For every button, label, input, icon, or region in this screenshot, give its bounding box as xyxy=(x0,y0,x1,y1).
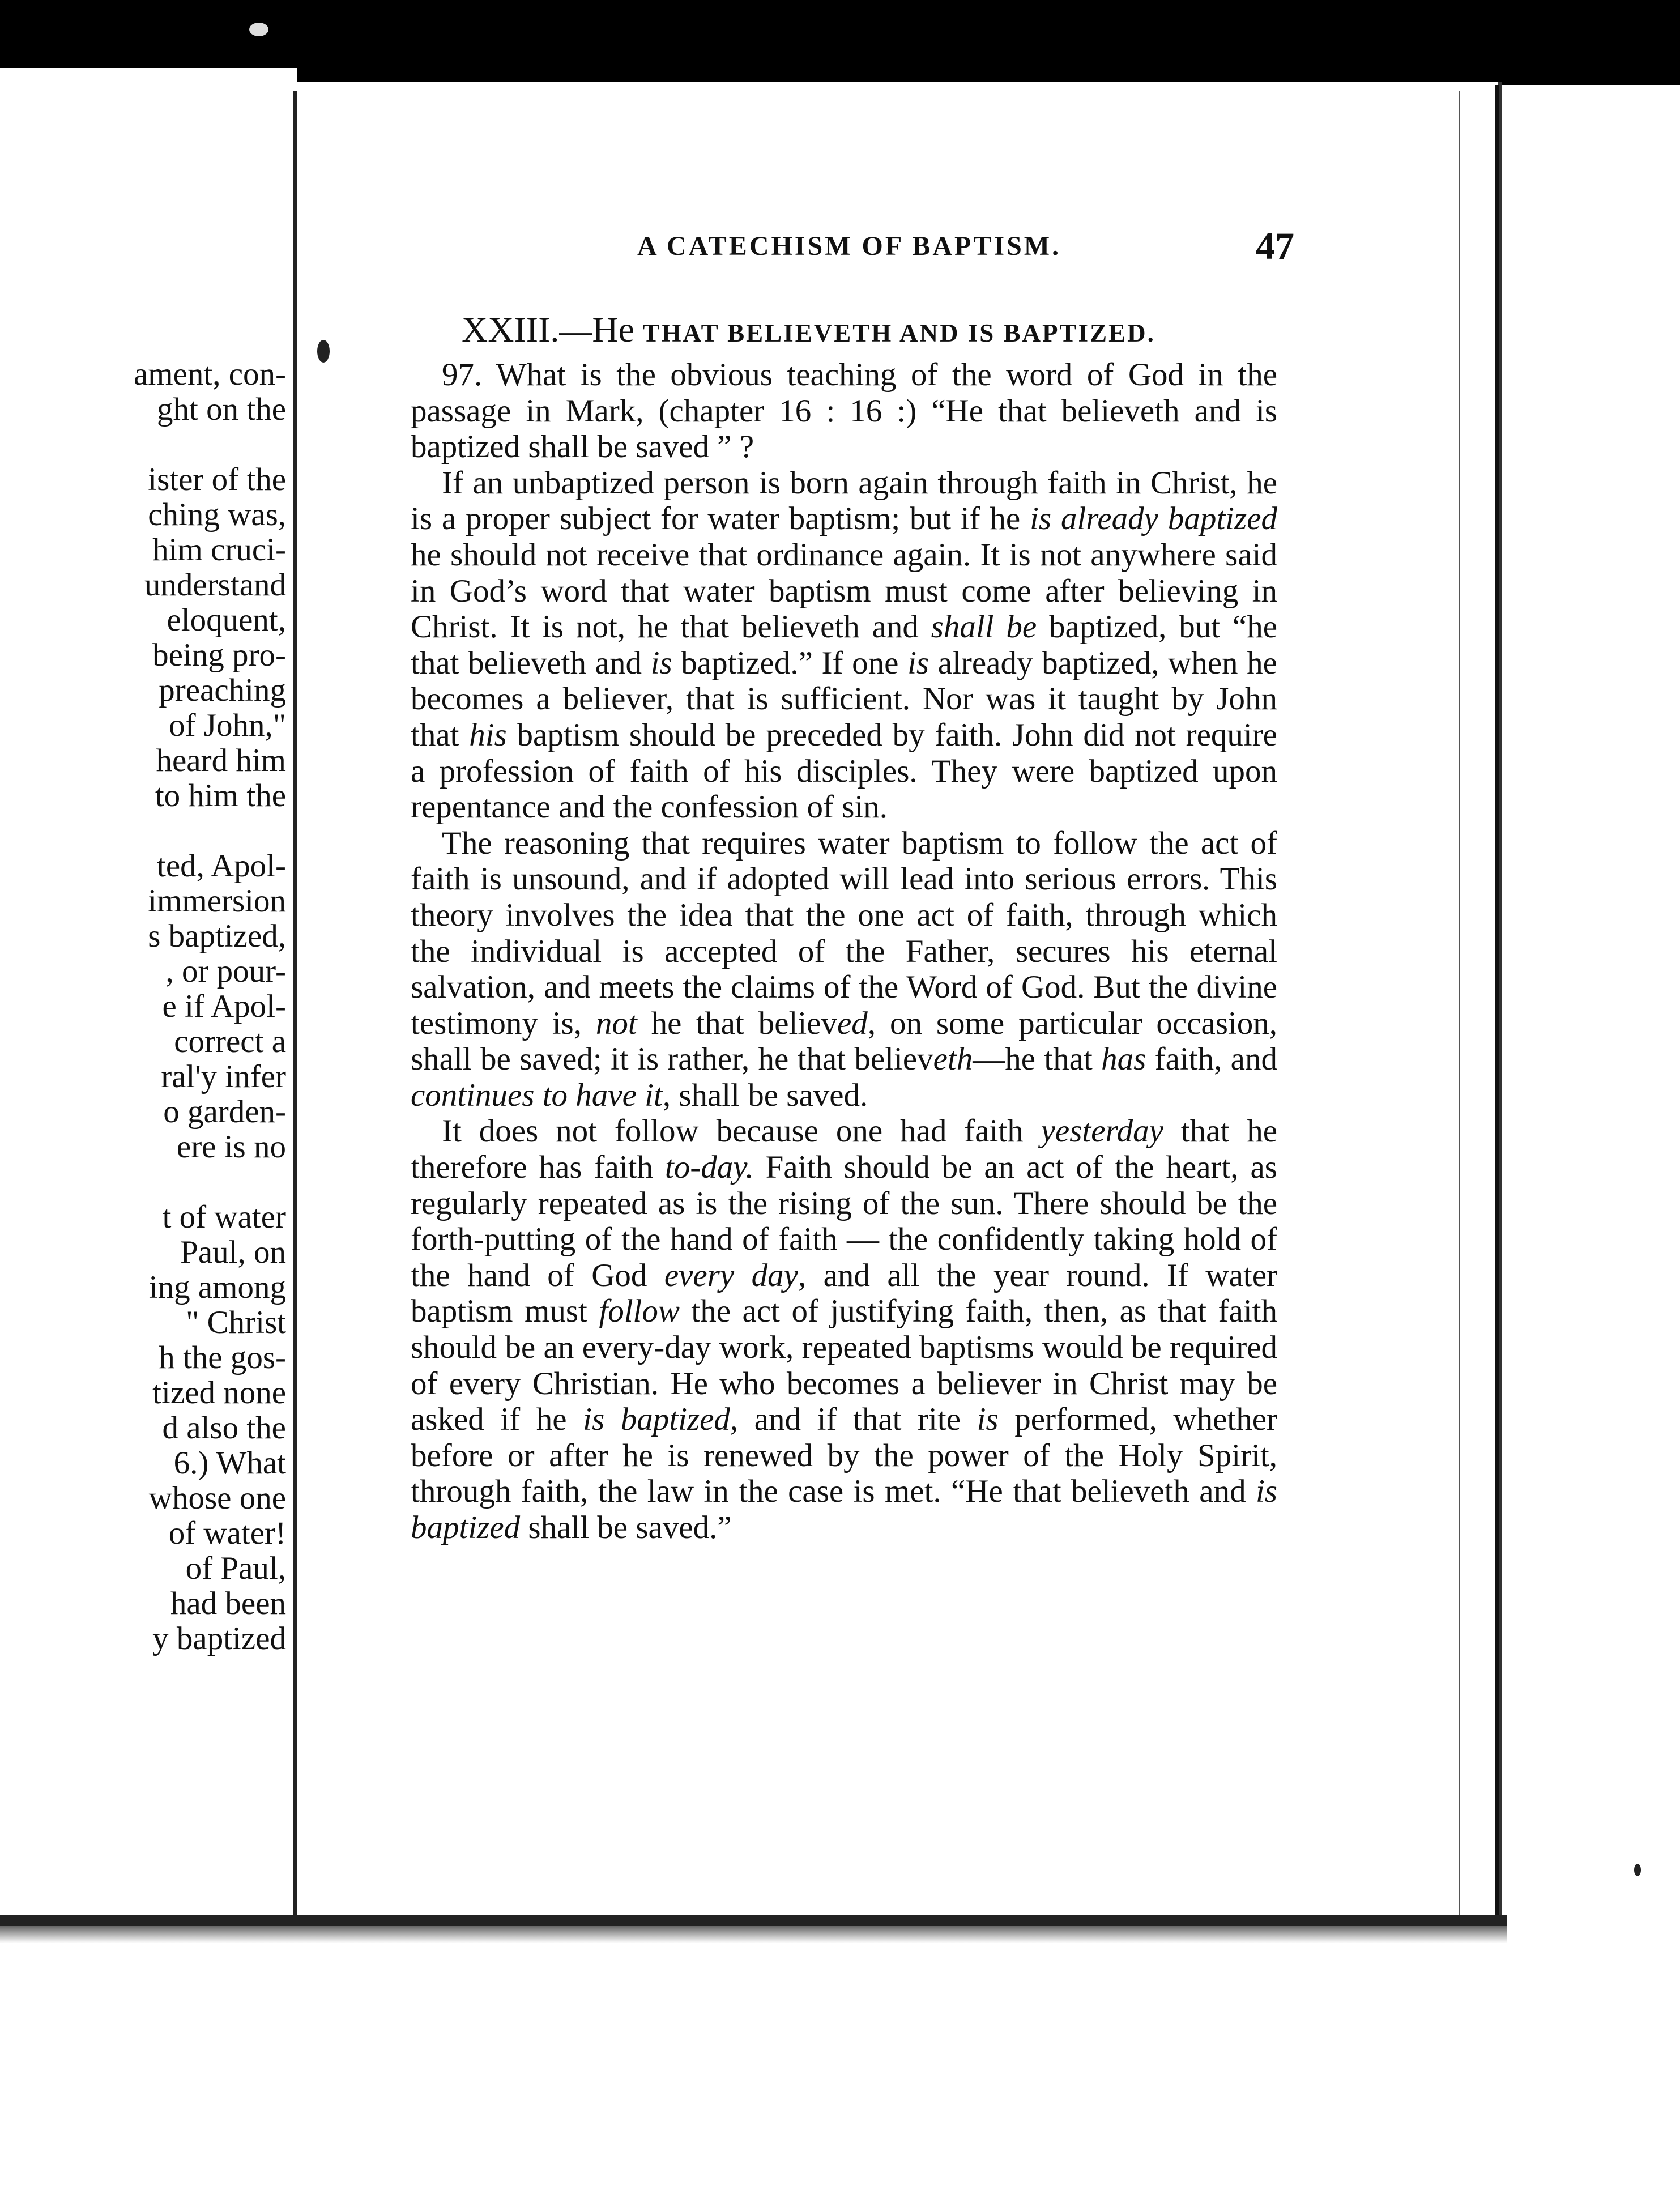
answer-paragraph-2 xyxy=(411,825,1277,1114)
left-page-line: eloquent, xyxy=(167,602,286,638)
left-facing-page xyxy=(0,68,297,1926)
left-page-line: whose one xyxy=(148,1480,286,1516)
left-page-gap xyxy=(37,1165,286,1200)
left-page-line: heard him xyxy=(156,743,286,778)
italic-run: yesterday xyxy=(1041,1113,1163,1149)
italic-run: is xyxy=(650,645,672,681)
italic-run: is baptized xyxy=(583,1402,730,1438)
left-page-line: 6.) What xyxy=(173,1445,286,1481)
left-page-line: of Paul, xyxy=(185,1550,286,1586)
text-run: he should not receive that ordinance again. It is not anywhere said in God’s word that water baptism must come after believing in Christ. It is not, he that believeth and xyxy=(411,536,1277,645)
left-page-line: to him the xyxy=(155,778,286,813)
ink-fleck xyxy=(249,23,268,36)
left-page-line: , or pour- xyxy=(165,953,286,989)
page-outer-edge xyxy=(1495,85,1499,1915)
text-run: , on some particular occasion, shall be saved; it is rather, he that believ xyxy=(411,1005,1278,1077)
left-page-line: s baptized, xyxy=(148,918,286,954)
running-title: A CATECHISM OF BAPTISM. xyxy=(637,231,1061,261)
italic-run: eth xyxy=(933,1041,973,1077)
left-page-line: o garden- xyxy=(163,1094,286,1130)
text-run: It does not follow because one had faith xyxy=(442,1113,1041,1149)
left-page-line: ght on the xyxy=(157,391,286,427)
left-page-line: e if Apol- xyxy=(162,989,286,1024)
left-page-line: d also the xyxy=(162,1410,286,1446)
italic-run: ed xyxy=(837,1005,868,1041)
left-page-line: " Christ xyxy=(186,1305,286,1340)
gutter-fold xyxy=(293,91,297,1915)
text-run: the act of justifying faith, then, as that faith should be an every-day work, repeated baptisms would be required of every Christian. He who becomes a believer in Christ may be asked if he xyxy=(411,1293,1277,1438)
italic-run: is xyxy=(977,1402,999,1438)
italic-run: has xyxy=(1101,1041,1146,1077)
page-bottom-edge xyxy=(0,1915,1507,1926)
text-run: baptized, but “he that believeth and xyxy=(411,609,1277,681)
left-page-line: ching was, xyxy=(148,497,286,533)
left-page-line: him cruci- xyxy=(152,532,286,568)
answer-paragraph-1 xyxy=(411,465,1277,825)
answer-paragraph-3 xyxy=(411,1113,1277,1545)
page-bottom-shadow xyxy=(0,1926,1507,1943)
text-run: that he therefore has faith xyxy=(411,1113,1277,1186)
question-number: 97. xyxy=(442,357,483,393)
question-text: What is the obvious teaching of the word of God in the passage in Mark, (chapter 16 : 16 :) “He that believeth and is baptized shall be saved ” ? xyxy=(411,357,1277,465)
ink-fleck xyxy=(317,340,330,363)
text-run: , shall be saved. xyxy=(662,1077,868,1113)
italic-run: shall be xyxy=(931,609,1037,645)
italic-run: follow xyxy=(599,1293,680,1330)
running-header xyxy=(637,224,1294,269)
section-title-initial: He xyxy=(592,309,634,350)
page-number: 47 xyxy=(1256,224,1294,267)
left-page-line: of John," xyxy=(169,708,286,743)
left-page-gap xyxy=(37,813,286,849)
italic-run: is baptized xyxy=(411,1473,1277,1545)
text-run: performed, whether before or after he is renewed by the power of the Holy Spirit, through faith, the law in the case is met. “He that believeth and xyxy=(411,1402,1277,1510)
text-run: shall be saved.” xyxy=(520,1510,732,1545)
text-run: The reasoning that requires water baptism to follow the act of faith is unsound, and if adopted will lead into serious errors. This theory involves the idea that the one act of faith, through which the individual is accepted of the Father, secures his eternal salvation, and meets the claims of the Word of God. But the divine testimony is, xyxy=(411,825,1277,1041)
italic-run: continues to have it xyxy=(411,1077,663,1113)
text-run: already baptized, when he becomes a believer, that is sufficient. Nor was it taught by John that xyxy=(411,645,1277,753)
left-page-line: t of water xyxy=(162,1199,286,1235)
page-stack-edge xyxy=(1459,91,1460,1915)
text-run: , and if that rite xyxy=(730,1402,977,1438)
left-page-line: of water! xyxy=(168,1515,286,1551)
left-page-line: ted, Apol- xyxy=(157,848,286,884)
left-page-line: tized none xyxy=(152,1375,286,1411)
italic-run: his xyxy=(469,717,507,753)
left-page-line: ral'y infer xyxy=(161,1059,286,1094)
left-page-line: ament, con- xyxy=(133,356,286,392)
left-page-line: being pro- xyxy=(152,637,286,673)
left-page-text xyxy=(37,357,286,1656)
text-run: he that believ xyxy=(637,1005,837,1041)
text-run: , and all the year round. If water baptism must xyxy=(411,1257,1277,1330)
left-page-line: understand xyxy=(144,567,286,603)
text-run: —he that xyxy=(973,1041,1102,1077)
left-page-line: ere is no xyxy=(176,1129,286,1165)
left-page-line: preaching xyxy=(159,672,286,708)
left-page-line: had been xyxy=(170,1586,286,1621)
left-page-line: Paul, on xyxy=(180,1234,286,1270)
question-paragraph xyxy=(411,357,1277,465)
text-run: baptism should be preceded by faith. John did not require a profession of faith of his disciples. They were baptized upon repentance and the confession of sin. xyxy=(411,717,1277,825)
italic-run: every day xyxy=(664,1257,798,1293)
text-run: faith, and xyxy=(1146,1041,1277,1077)
left-page-gap xyxy=(37,427,286,462)
italic-run: is xyxy=(907,645,929,681)
italic-run: to-day. xyxy=(664,1149,754,1186)
section-title: THAT BELIEVETH AND IS BAPTIZED. xyxy=(642,319,1155,347)
section-heading xyxy=(462,309,1249,351)
left-page-line: immersion xyxy=(148,883,286,919)
text-run: Faith should be an act of the heart, as regularly repeated as is the rising of the sun. There should be the forth-putting of the hand of faith — the confidently taking hold of the hand of God xyxy=(411,1149,1277,1293)
left-page-line: correct a xyxy=(174,1024,286,1059)
text-run: If an unbaptized person is born again through faith in Christ, he is a proper subject for water baptism; but if he xyxy=(411,465,1277,537)
italic-run: is already baptized xyxy=(1030,501,1277,537)
section-dash: — xyxy=(559,312,592,349)
ink-fleck xyxy=(1634,1864,1641,1876)
left-page-line: ing among xyxy=(148,1270,286,1305)
left-page-line: h the gos- xyxy=(159,1340,286,1375)
italic-run: not xyxy=(595,1005,637,1041)
text-run: baptized.” If one xyxy=(672,645,908,681)
left-page-line: ister of the xyxy=(148,462,286,497)
left-page-line: y baptized xyxy=(152,1621,286,1656)
section-number: XXIII. xyxy=(462,309,560,350)
page-body xyxy=(411,357,1277,1546)
